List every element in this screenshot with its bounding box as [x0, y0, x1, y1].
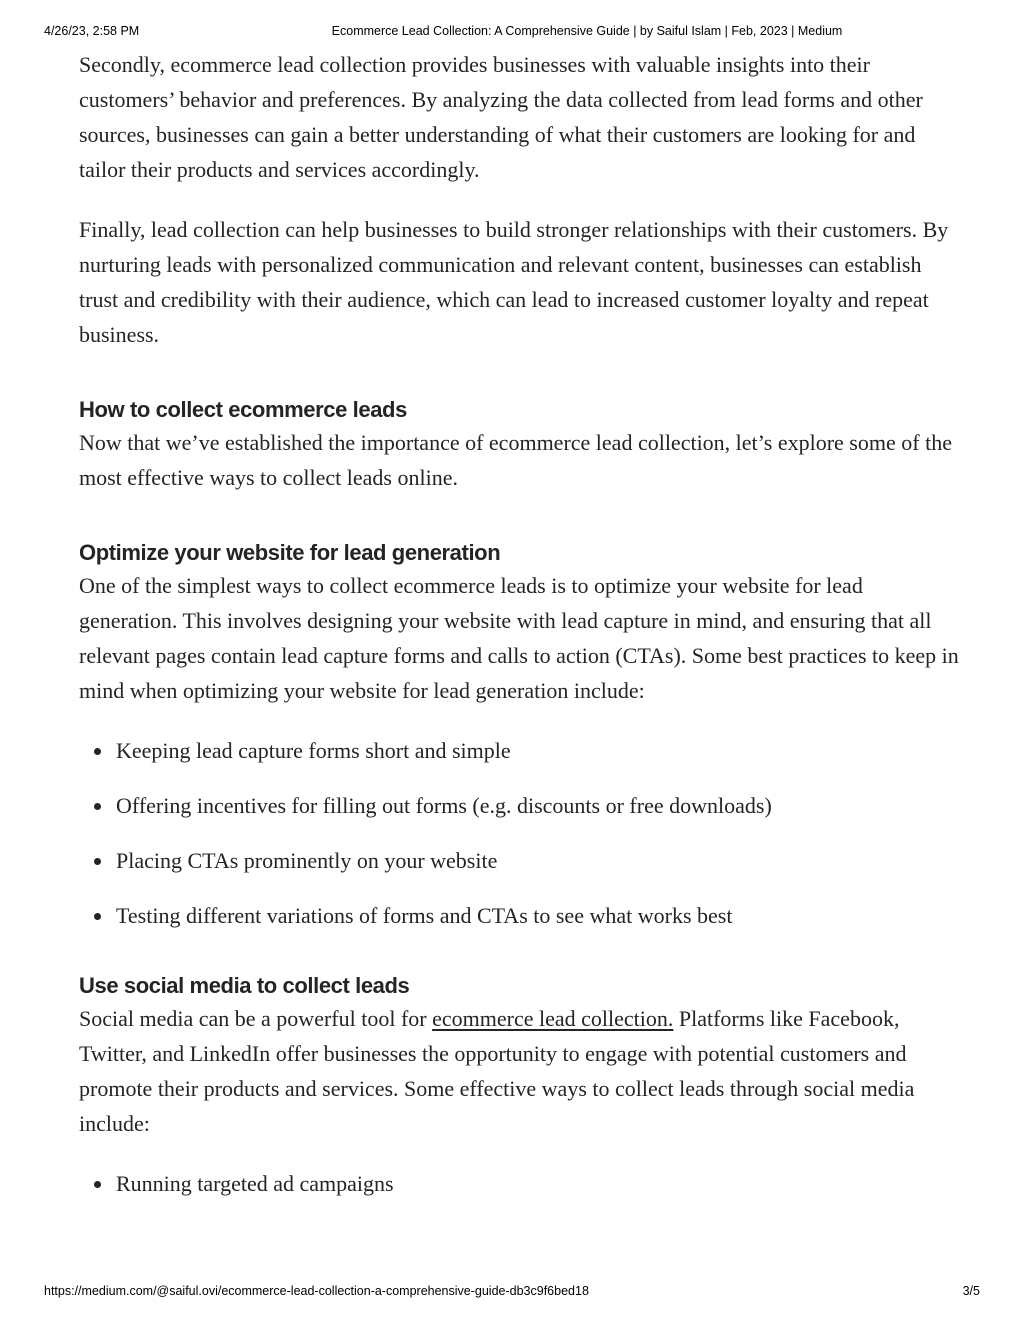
- print-date: 4/26/23, 2:58 PM: [44, 24, 140, 38]
- paragraph-text: Social media can be a powerful tool for: [79, 1006, 433, 1031]
- list-item-text: Testing different variations of forms and CTAs to see what works best: [116, 903, 733, 928]
- ecommerce-lead-collection-link[interactable]: ecommerce lead collection.: [432, 1006, 674, 1031]
- social-media-methods-list: [79, 1166, 959, 1201]
- list-item-text: Running targeted ad campaigns: [116, 1171, 394, 1196]
- paragraph-how-to-collect: Now that we’ve established the importance of ecommerce lead collection, let’s explore some of the most effective ways to collect leads online.: [79, 430, 952, 490]
- bullet-icon: [94, 803, 101, 810]
- list-item-text: Placing CTAs prominently on your website: [116, 848, 498, 873]
- list-item-text: Keeping lead capture forms short and simple: [116, 738, 511, 763]
- bullet-icon: [94, 1181, 101, 1188]
- heading-how-to-collect: How to collect ecommerce leads: [79, 397, 407, 422]
- heading-optimize-website: Optimize your website for lead generation: [79, 540, 501, 565]
- print-footer: [0, 1284, 1024, 1300]
- bullet-icon: [94, 913, 101, 920]
- list-item: [116, 1166, 959, 1201]
- list-item: [116, 843, 959, 878]
- heading-social-media: Use social media to collect leads: [79, 973, 410, 998]
- paragraph-insights: Secondly, ecommerce lead collection provides businesses with valuable insights into their customers’ behavior and preferences. By analyzing the data collected from lead forms and other sources, businesses can gain a better understanding of what their customers are looking for and tailor their products and services accordingly.: [79, 52, 923, 182]
- list-item-text: Offering incentives for filling out forms (e.g. discounts or free downloads): [116, 793, 772, 818]
- paragraph-social-media: [79, 1001, 959, 1141]
- list-item: [116, 733, 959, 768]
- print-url: https://medium.com/@saiful.ovi/ecommerce-lead-collection-a-comprehensive-guide-db3c9f6bed18: [44, 1284, 589, 1298]
- bullet-icon: [94, 858, 101, 865]
- list-item: [116, 788, 959, 823]
- paragraph-text: Platforms like Facebook, Twitter, and LinkedIn offer businesses the opportunity to engage with potential customers and promote their products and services. Some effective ways to collect leads through social media include:: [79, 1006, 915, 1136]
- article-body: [79, 47, 959, 1201]
- print-page-title: Ecommerce Lead Collection: A Comprehensive Guide | by Saiful Islam | Feb, 2023 | Medium: [331, 24, 843, 38]
- print-header: [0, 24, 1024, 40]
- page-number: 3/5: [962, 1284, 980, 1298]
- list-item: [116, 898, 959, 933]
- paragraph-relationships: Finally, lead collection can help businesses to build stronger relationships with their customers. By nurturing leads with personalized communication and relevant content, businesses can establish trust and credibility with their audience, which can lead to increased customer loyalty and repeat business.: [79, 217, 949, 347]
- optimize-best-practices-list: [79, 733, 959, 933]
- paragraph-optimize-website: One of the simplest ways to collect ecommerce leads is to optimize your website for lead generation. This involves designing your website with lead capture in mind, and ensuring that all relevant pages contain lead capture forms and calls to action (CTAs). Some best practices to keep in mind when optimizing your website for lead generation include:: [79, 573, 959, 703]
- bullet-icon: [94, 748, 101, 755]
